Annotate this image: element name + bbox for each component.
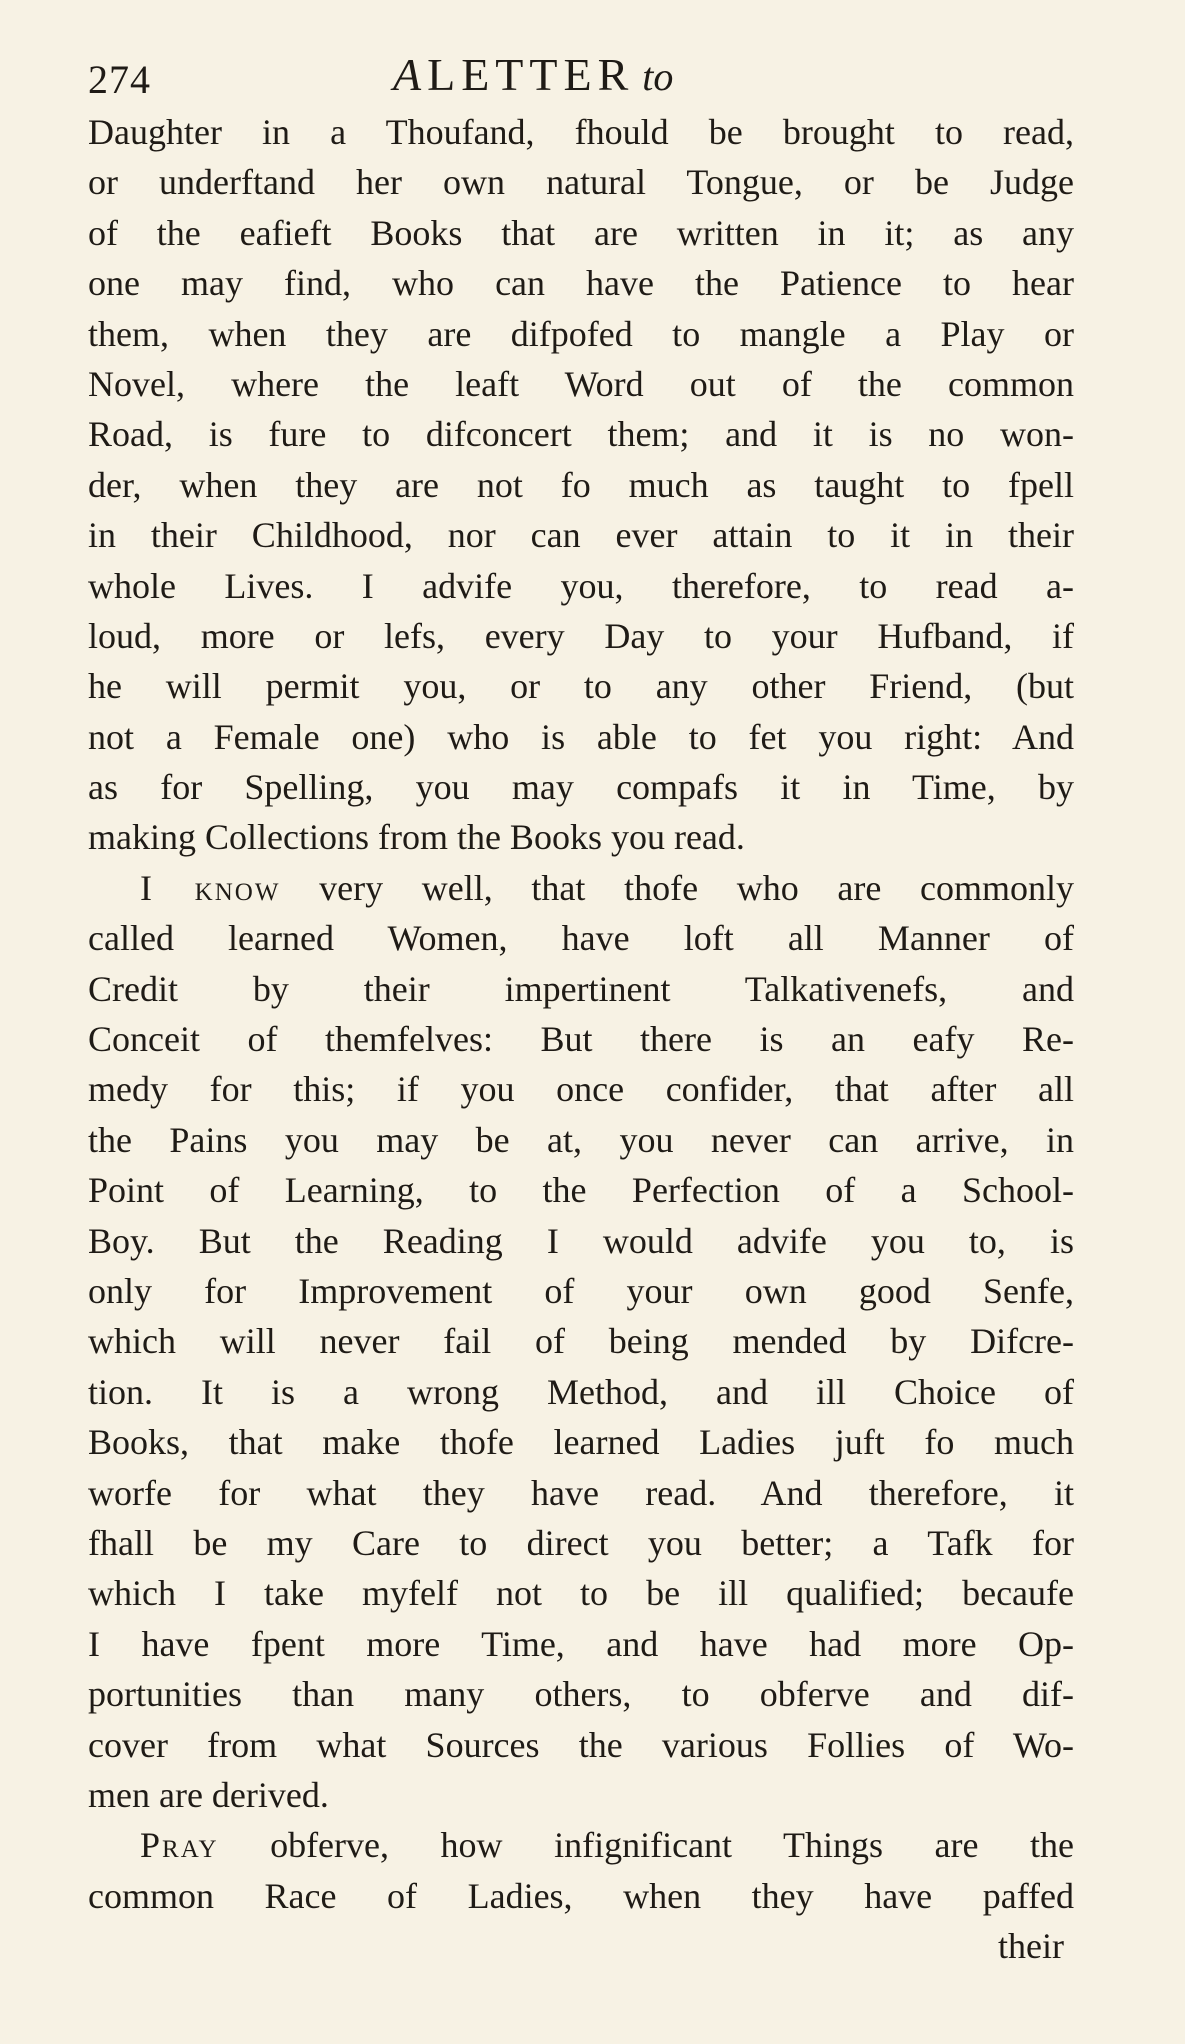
text-line: men are derived.	[88, 1774, 329, 1815]
text-line: cover from what Sources the various Follies of Wo-	[88, 1724, 1074, 1765]
page-number: 274	[88, 57, 151, 102]
text-line: which will never fail of being mended by Difcre-	[88, 1321, 1074, 1362]
running-head	[88, 48, 1078, 108]
running-title-to: to	[642, 54, 674, 99]
text-line: tion. It is a wrong Method, and ill Choice of	[88, 1371, 1074, 1412]
catchword: their	[998, 1926, 1064, 1967]
text-line-first	[88, 863, 1074, 913]
text-line: Boy. But the Reading I would advife you to, is	[88, 1220, 1074, 1261]
text-line: fhall be my Care to direct you better; a Tafk for	[88, 1522, 1074, 1563]
running-title-article: A	[393, 49, 422, 100]
paragraph-3-lead-rest: obferve, how infignificant Things are the	[218, 1825, 1074, 1866]
text-line: Books, that make thofe learned Ladies juft fo much	[88, 1422, 1074, 1463]
paragraph-1	[88, 107, 1074, 863]
text-line: which I take myfelf not to be ill qualified; becaufe	[88, 1573, 1074, 1614]
text-line: whole Lives. I advife you, therefore, to read a-	[88, 565, 1074, 606]
text-line: making Collections from the Books you read.	[88, 817, 745, 858]
text-line: one may find, who can have the Patience to hear	[88, 263, 1074, 304]
text-line-first	[88, 1820, 1074, 1870]
running-title-main: LETTER	[427, 49, 635, 100]
text-line: not a Female one) who is able to fet you right: And	[88, 716, 1074, 757]
body-text	[88, 107, 1074, 1971]
text-line: Road, is fure to difconcert them; and it is no won-	[88, 414, 1074, 455]
text-line: der, when they are not fo much as taught to fpell	[88, 464, 1074, 505]
text-line: in their Childhood, nor can ever attain to it in their	[88, 515, 1074, 556]
text-line: Novel, where the leaft Word out of the common	[88, 363, 1074, 404]
text-line: as for Spelling, you may compafs it in Time, by	[88, 767, 1074, 808]
paragraph-3	[88, 1820, 1074, 1971]
text-line: Credit by their impertinent Talkativenefs, and	[88, 968, 1074, 1009]
paragraph-2-lead-word: I know	[140, 867, 281, 908]
text-line: common Race of Ladies, when they have paffed	[88, 1875, 1074, 1916]
text-line: of the eafieft Books that are written in it; as any	[88, 212, 1074, 253]
text-line: only for Improvement of your own good Senfe,	[88, 1270, 1074, 1311]
paragraph-3-lead-word: Pray	[140, 1825, 219, 1866]
text-line: I have fpent more Time, and have had more Op-	[88, 1623, 1074, 1664]
text-line: or underftand her own natural Tongue, or be Judge	[88, 162, 1074, 203]
text-line: Daughter in a Thoufand, fhould be brought to read,	[88, 112, 1074, 152]
paragraph-2-lead-rest: very well, that thofe who are commonly	[280, 867, 1075, 908]
text-line: loud, more or lefs, every Day to your Hufband, if	[88, 615, 1074, 656]
text-line: called learned Women, have loft all Manner of	[88, 918, 1074, 959]
running-title	[393, 48, 673, 101]
text-line: worfe for what they have read. And therefore, it	[88, 1472, 1074, 1513]
text-line: Point of Learning, to the Perfection of a School-	[88, 1170, 1074, 1211]
text-line: medy for this; if you once confider, that after all	[88, 1069, 1074, 1110]
text-line: Conceit of themfelves: But there is an eafy Re-	[88, 1019, 1074, 1060]
text-line: them, when they are difpofed to mangle a Play or	[88, 313, 1074, 354]
text-line: he will permit you, or to any other Friend, (but	[88, 666, 1074, 707]
text-line: portunities than many others, to obferve and dif-	[88, 1674, 1074, 1715]
paragraph-2	[88, 863, 1074, 1820]
text-line: the Pains you may be at, you never can arrive, in	[88, 1119, 1074, 1160]
